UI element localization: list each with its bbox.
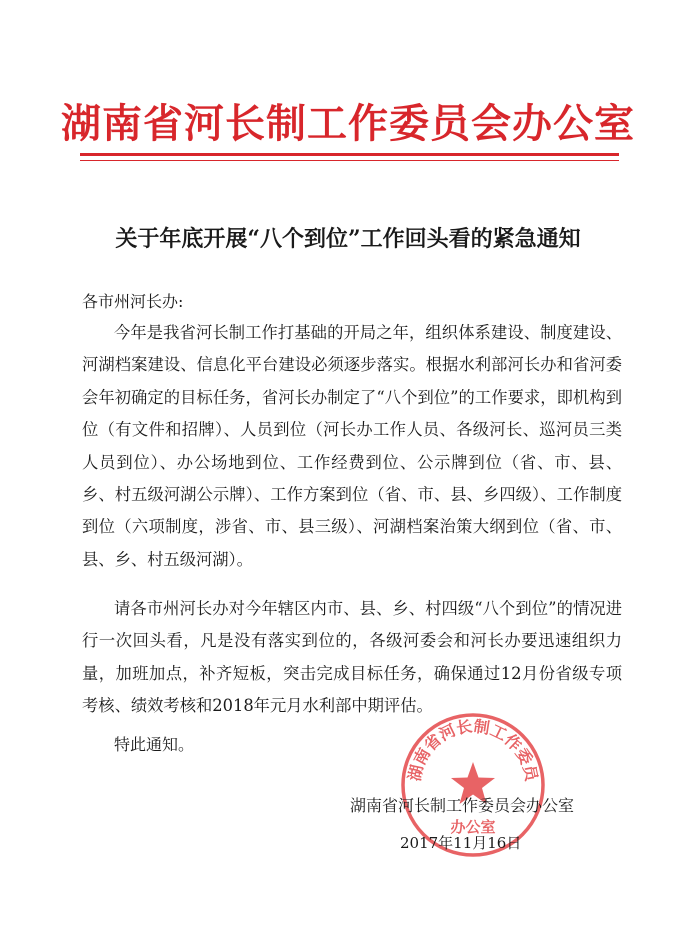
seal-bottom-text: 办公室 — [450, 818, 496, 836]
body-paragraph-2: 请各市州河长办对今年辖区内市、县、乡、村四级“八个到位”的情况进行一次回头看，凡是没有落实到位的，各级河委会和河长办要迅速组织力量，加班加点，补齐短板，突击完成目标任务，确保通过12月份省级专项考核、绩效考核和2018年元月水利部中期评估。 — [82, 599, 622, 716]
letterhead-title: 湖南省河长制工作委员会办公室 — [61, 101, 635, 147]
salutation: 各市州河长办: — [82, 292, 184, 311]
letterhead-rule-thick — [80, 153, 619, 156]
letterhead-rule-thin — [80, 160, 619, 161]
notice-title: 关于年底开展“八个到位”工作回头看的紧急通知 — [115, 226, 581, 252]
signature-date: 2017年11月16日 — [400, 834, 522, 852]
seal-arc-text: 湖南省河长制工作委员 — [404, 716, 542, 783]
signature-org: 湖南省河长制工作委员会办公室 — [350, 796, 575, 815]
closing-line: 特此通知。 — [114, 735, 195, 754]
body-paragraph-1: 今年是我省河长制工作打基础的开局之年，组织体系建设、制度建设、河湖档案建设、信息化平台建设必须逐步落实。根据水利部河长办和省河委会年初确定的目标任务，省河长办制定了“八个到位”的工作要求，即机构到位（有文件和招牌）、人员到位（河长办工作人员、各级河长、巡河员三类人员到位）、办公场地到位、工作经费到位、公示牌到位（省、市、县、乡、村五级河湖公示牌）、工作方案到位（省、市、县、乡四级）、工作制度到位（六项制度，涉省、市、县三级）、河湖档案治策大纲到位（省、市、县、乡、村五级河湖）。 — [82, 323, 622, 569]
